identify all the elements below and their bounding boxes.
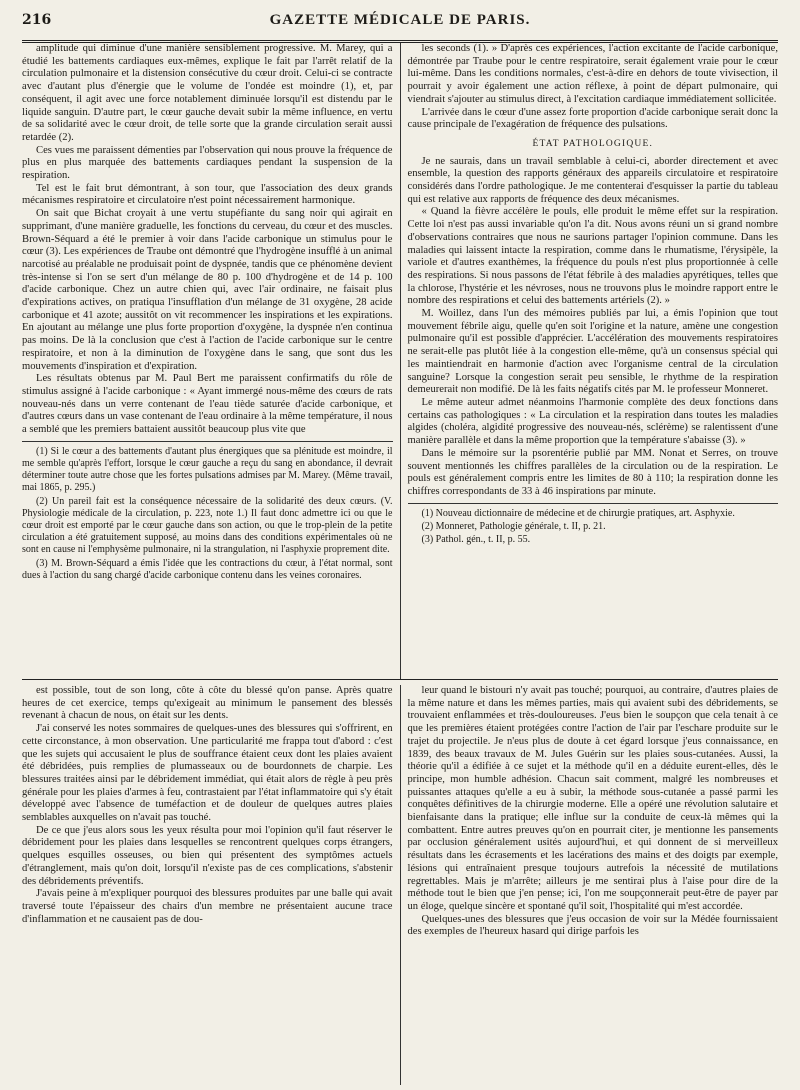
paragraph: J'ai conservé les notes sommaires de quelques-unes des blessures qui s'offrirent, en cette circonstance, à mon observation. Une particularité me frappa tout d'abord : c'est que les sujets qui accusaient le plus de souffrance étaient ceux dont les plaies avaient été débridées, puis remplies de plumasseaux ou de bourdonnets de charpie. Les blessures traitées ainsi par le débridement immédiat, qui était alors de règle à peu près générale pour les plaies d'armes à feu, contrastaient par l'état inflammatoire qui s'y était développé avec l'absence de tuméfaction et de douleur de quelques autres plaies semblables auxquelles on n'avait pas touché. [22,723,393,824]
running-title: GAZETTE MÉDICALE DE PARIS. [269,12,531,28]
top-left-body [22,43,393,437]
page-number: 216 [22,12,52,28]
bottom-right-column [401,685,779,1085]
top-right-column [401,43,779,679]
top-left-footnotes [22,446,393,582]
paragraph: L'arrivée dans le cœur d'une assez forte proportion d'acide carbonique serait donc la cause principale de l'exagération de fréquence des pulsations. [407,106,778,131]
footnote: (2) Un pareil fait est la conséquence nécessaire de la solidarité des deux cœurs. (V. Physiologie médicale de la circulation, p. 223, note 1.) Il faut donc admettre ici ou que le cœur droit est emporté par le cœur gauche dans son action, ou que le trop-plein de la petite circulation a été gratuitement supposé, au moins dans des conditions expérimentales où ne sont en cause ni l'emphysème pulmonaire, ni la strangulation, ni l'asphyxie proprement dite. [22,495,393,556]
paragraph: Je ne saurais, dans un travail semblable à celui-ci, aborder directement et avec ensemble, la question des rapports généraux des appareils circulatoire et respiratoire considérés dans l'ordre pathologique. Je me contenterai d'esquisser la partie du tableau qui est relative aux rapports de fréquence des deux mécanismes. [407,155,778,205]
footnote: (2) Monneret, Pathologie générale, t. II, p. 21. [421,520,606,532]
footnote: (3) M. Brown-Séquard a émis l'idée que les contractions du cœur, à l'état normal, sont dues à l'action du sang chargé d'acide carbonique contenu dans les veines coronaires. [22,557,393,581]
paragraph: On sait que Bichat croyait à une vertu stupéfiante du sang noir qui agirait en supprimant, d'une manière graduelle, les fonctions du cerveau, du cœur et des muscles. Brown-Séquard a été le premier à voir dans l'acide carbonique un stimulus pour le cœur (3). Les expériences de Traube ont démontré que l'hydrogène insufflé à un animal narcotisé au préalable ne produisait point de dyspnée, tandis que ce phénomène devient très-intense si l'on se sert d'un mélange de 80 p. 100 d'hydrogène et de 14 p. 100 d'acide carbonique. Chez un autre chien qui, avec l'air ordinaire, ne faisait plus d'expirations actives, on pratiqua l'insufflation d'un mélange de 31 oxygène, 28 acide carbonique et 41 azote; aussitôt on vit recommencer les inspirations et les expirations. En ajoutant au mélange une plus forte proportion d'oxygène, la dyspnée n'en continua pas moins. De là la conclusion que c'est à l'action de l'acide carbonique sur le centre respiratoire, et non à la diminution de l'oxygène dans le sang, que sont dus les mouvements d'inspiration et d'expiration. [22,208,393,372]
paragraph: les seconds (1). » D'après ces expériences, l'action excitante de l'acide carbonique, démontrée par Traube pour le centre respiratoire, serait également vraie pour le cœur lui-même. Dans les conditions normales, c'est-à-dire en dehors de toute vivisection, il pourrait y avoir également une action réflexe, à point de départ pulmonaire, qui viendrait s'ajouter au stimulus direct, à l'excitation cardiaque immédiatement sollicitée. [407,43,778,105]
paragraph: leur quand le bistouri n'y avait pas touché; pourquoi, au contraire, d'autres plaies de la même nature et dans les mêmes parties, mais qui avaient subi des débridements, se trouvaient enflammées et très-douloureuses. J'eus bien le soupçon que cela tenait à ce que les premières étaient protégées contre l'action de l'air par l'eschare produite sur le trajet du projectile. Je n'eus plus de doute à cet égard lorsque j'eus connaissance, en 1839, des beaux travaux de M. Jules Guérin sur les plaies sous-cutanées. Aussi, la théorie qu'il a édifiée à ce sujet et la méthode qu'il en a déduite eurent-elles, dès le principe, mon humble adhésion. Chacun sait comment, malgré les nombreuses et puissantes attaques qu'elle a eu à subir, la méthode sous-cutanée a passé parmi les conquêtes définitives de la chirurgie moderne. Elle a opéré une révolution salutaire et bienfaisante dans la pratique; elle influe sur la conduite de ceux-là mêmes qui la combattent. Entre autres preuves qu'on en pourrait citer, je mentionne les pansements par occlusion généralement usités aujourd'hui, et qui donnent de si merveilleux résultats dans les écrasements et les lacérations des mains et des doigts par exemple, lésions qui entraînaient presque toujours autrefois la nécessité de mutilations regrettables. Mais je m'arrête; ailleurs je me sentirai plus à l'aise pour dire de la méthode tout le bien que j'en pense; ici, l'on me soupçonnerait peut-être de payer par un éloge, quelque sincère et spontané qu'il soit, l'hospitalité qui m'est accordée. [407,685,778,912]
paragraph: De ce que j'eus alors sous les yeux résulta pour moi l'opinion qu'il faut réserver le débridement pour les plaies dans lesquelles se rencontrent quelques corps étrangers, quelques esquilles osseuses, ou bien qui présentent des symptômes actuels d'étranglement, mais qu'on doit, lorsqu'il n'existe pas de ces complications, s'abstenir des débridements préventifs. [22,824,393,887]
paragraph: est possible, tout de son long, côte à côte du blessé qu'on panse. Après quatre heures de cet exercice, temps qu'exigeait au minimum le pansement des blessés revenant à chacun de nous, on était sur les dents. [22,685,393,722]
footnote: (3) Pathol. gén., t. II, p. 55. [421,534,531,546]
paragraph: Quelques-unes des blessures que j'eus occasion de voir sur la Médée fournissaient des exemples de l'heureux hasard qui dirige parfois les [407,913,778,938]
paragraph: Ces vues me paraissent démenties par l'observation qui nous prouve la fréquence de plus en plus marquée des battements cardiaques pendant la suspension de la respiration. [22,144,393,182]
section-title: ÉTAT PATHOLOGIQUE. [532,138,654,149]
bottom-left-column [22,685,401,1085]
paragraph: Dans le mémoire sur la psorentérie publié par MM. Nonat et Serres, on trouve souvent mentionnés les chiffres parallèles de la circulation ou de la respiration. Le pouls est généralement compris entre les limites de 80 à 110; la respiration donne les chiffres correspondants de 33 à 46 inspirations par minute. [407,447,778,497]
top-section [22,43,778,679]
footnote-separator [22,441,393,442]
paragraph: Le même auteur admet néanmoins l'harmonie complète des deux fonctions dans certains cas pathologiques : « La circulation et la respiration dans toutes les maladies algides (choléra, algidité progressive des nouveau-nés, sclérème) se ralentissent d'une manière parallèle et dans la même proportion que la température s'abaisse (3). » [407,396,778,447]
footnote-separator [408,503,779,504]
paragraph: Tel est le fait brut démontrant, à son tour, que l'association des deux grands mécanismes respiratoire et circulatoire n'est point nécessairement harmonique. [22,182,393,207]
paragraph: J'avais peine à m'expliquer pourquoi des blessures produites par une balle qui avait traversé toute l'épaisseur des chairs d'un membre ne présentaient aucune trace d'inflammation et ne causaient pas de dou- [22,888,393,925]
top-left-column [22,43,401,679]
page-header [22,12,778,40]
top-right-footnotes [408,508,779,547]
paragraph: Les résultats obtenus par M. Paul Bert me paraissent confirmatifs du rôle de stimulus assigné à l'acide carbonique : « Ayant immergé nous-même des cœurs de rats nouveau-nés dans un verre contenant de l'eau tiède saturée d'acide carbonique, et d'autres cœurs dans un vase contenant de l'eau ordinaire à la même température, il nous a semblé que les premiers battaient aussitôt beaucoup plus vite que [22,373,393,436]
paragraph: « Quand la fièvre accélère le pouls, elle produit le même effet sur la respiration. Cette loi n'est pas aussi invariable qu'on l'a dit. Nous avons réuni un si grand nombre d'observations contraires que nous ne saurions partager l'opinion commune. Dans les maladies qui laissent intacte la respiration, comme dans le rhumatisme, l'érysipèle, la variole et d'autres exanthèmes, la fréquence du pouls n'est plus proportionnée à celle des respirations. Si nous passons de l'état fébrile à des maladies apyrétiques, telles que la chlorose, l'hystérie et les névroses, nous ne trouvons plus le moindre rapport entre le nombre des respirations et celui des battements artériels (2). » [407,206,778,307]
paragraph: amplitude qui diminue d'une manière sensiblement progressive. M. Marey, qui a étudié les battements cardiaques eux-mêmes, explique le fait par l'arrêt relatif de la circulation pulmonaire et la distension consécutive du cœur droit. Celui-ci se contracte avec d'autant plus d'énergie que le volume de l'ondée est moindre (1), et, par conséquent, il agit avec une force notablement diminuée lorsqu'il est distendu par le liquide sanguin. D'autre part, le cœur gauche devait subir la même influence, en vertu de sa solidarité avec le cœur droit, de telle sorte que la grande circulation serait aussi retardée (2). [22,43,393,143]
footnote: (1) Si le cœur a des battements d'autant plus énergiques que sa plénitude est moindre, il me semble qu'après l'effort, lorsque le cœur gauche a reçu du sang en abondance, il devrait déterminer toute autre chose que les fortes pulsations admises par M. Marey. (Même travail, mai 1865, p. 295.) [22,445,393,494]
paragraph: M. Woillez, dans l'un des mémoires publiés par lui, a émis l'opinion que tout mouvement fébrile aigu, quelle qu'en soit l'origine et la nature, amène une congestion pulmonaire qu'il est possible d'apprécier. L'accélération des mouvements respiratoires ne serait-elle pas plutôt liée à la congestion elle-même, qu'à un consensus spécial qui les maintiendrait en harmonie d'action avec l'organisme central de la circulation sanguine? Lorsque la congestion serait peu sensible, le rhythme de la respiration demeurerait non modifié. De là les faits négatifs cités par M. le professeur Monneret. [407,308,778,396]
footnote: (1) Nouveau dictionnaire de médecine et de chirurgie pratiques, art. Asphyxie. [421,507,735,519]
bottom-section [22,680,778,1090]
